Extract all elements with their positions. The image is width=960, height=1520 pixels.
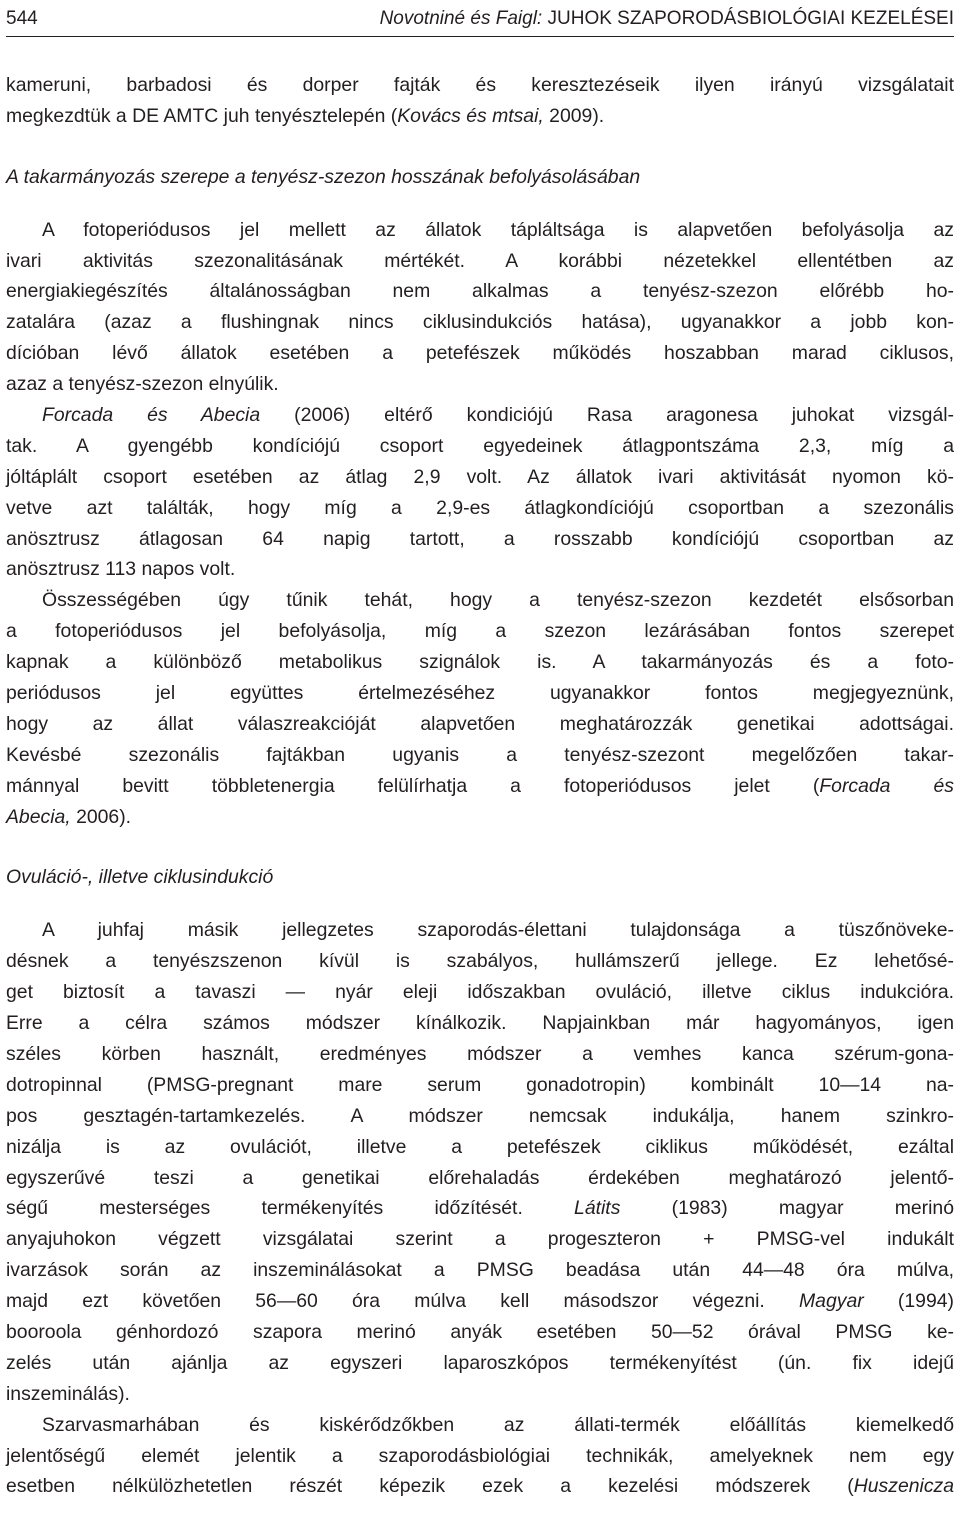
text-line: A fotoperiódusos jel mellett az állatok tápláltsága is alapvetően befolyásolja az [42,218,954,241]
text-line: pos gesztagén-tartamkezelés. A módszer nemcsak indukálja, hanem szinkro- [6,1104,954,1127]
citation: Magyar [799,1290,864,1313]
text-fragment: esetben nélkülözhetetlen részét képezik ezek a kezelési módszerek ( [6,1475,854,1498]
text-line: dícióban lévő állatok esetében a petefészek működés hoszabban marad ciklusos, [6,342,954,365]
paragraph-feeding-3 [6,585,954,832]
paragraph-ovulation-1 [6,915,954,1409]
text-line: zatalára (azaz a flushingnak nincs ciklusindukciós hatása), ugyanakkor a jobb kon- [6,311,954,334]
text-line: vetve azt találták, hogy míg a 2,9-es átlagkondíciójú csoportban a szezonális [6,496,954,519]
text-line: a fotoperiódusos jel befolyásolja, míg a szezon lezárásában fontos szerepet [6,620,954,643]
text-line: hogy az állat válaszreakcióját alapvetően meghatározzák genetikai adottságai. [6,712,954,735]
citation: Kovács és mtsai, [397,104,544,127]
text-line: Erre a célra számos módszer kínálkozik. Napjainkban már hagyományos, igen [6,1012,954,1035]
text-line: dotropinnal (PMSG-pregnant mare serum gonadotropin) kombinált 10—14 na- [6,1073,954,1096]
text-line: széles körben használt, eredményes módszer a vemhes kanca szérum-gona- [6,1042,954,1065]
text-line: inszeminálás). [6,1382,130,1405]
text-line: booroola génhordozó szapora merinó anyák esetében 50—52 órával PMSG ke- [6,1320,954,1343]
text-line [6,400,954,431]
text-line: egyszerűvé teszi a genetikai előrehaladás érdekében meghatározó jelentő- [6,1166,954,1189]
citation: Forcada és Abecia [42,404,261,427]
text-line: A juhfaj másik jellegzetes szaporodás-élettani tulajdonsága a tüszőnöveke- [42,919,954,942]
section-heading-ovulation: Ovuláció-, illetve ciklusindukció [6,866,274,889]
text-line: Kevésbé szezonális fajtákban ugyanis a tenyész-szezont megelőzően takar- [6,743,954,766]
text-line: nizálja is az ovulációt, illetve a petefészek ciklikus működését, ezáltal [6,1135,954,1158]
text-fragment: 2009). [543,104,605,127]
text-fragment: (1983) magyar merinó [620,1197,954,1220]
paragraph-feeding-1 [6,215,954,400]
section-heading-feeding: A takarmányozás szerepe a tenyész-szezon hosszának befolyásolásában [6,165,641,188]
text-line: energiakiegészítés általánosságban nem alkalmas a tenyész-szezon előrébb ho- [6,280,954,303]
text-line: désnek a tenyészszenon kívül is szabályos, hullámszerű jellege. Ez lehetősé- [6,950,954,973]
text-line: Összességében úgy tűnik tehát, hogy a tenyész-szezon kezdetét elsősorban [42,589,954,612]
citation: Huszenicza [853,1475,954,1498]
text-line [6,1471,954,1502]
text-fragment: majd ezt követően 56—60 óra múlva kell másodszor végezni. [6,1290,800,1313]
text-line: get biztosít a tavaszi — nyár eleji időszakban ovuláció, illetve ciklus indukcióra. [6,981,954,1004]
text-line [6,101,954,132]
text-line [6,802,954,833]
running-header [6,6,954,37]
text-line: Szarvasmarhában és kiskérődzőkben az állati-termék előállítás kiemelkedő [42,1413,954,1436]
text-line: jelentőségű elemét jelentik a szaporodásbiológiai technikák, amelyeknek nem egy [6,1444,954,1467]
text-line: ivarzások során az inszeminálásokat a PMSG beadása után 44—48 óra múlva, [6,1259,954,1282]
running-title-authors: Novotniné és Faigl: [379,8,543,29]
text-line: kapnak a különböző metabolikus szignálok is. A takarmányozás és a foto- [6,651,954,674]
running-title [380,6,954,32]
text-fragment: (2006) eltérő kondiciójú Rasa aragonesa juhokat vizsgál- [260,404,954,427]
page-body [6,70,954,1502]
text-line: jóltáplált csoport esetében az átlag 2,9 volt. Az állatok ivari aktivitását nyomon kö- [6,465,954,488]
text-line: anösztrusz 113 napos volt. [6,558,236,581]
text-fragment: mánnyal bevitt többletenergia felülírhatja a fotoperiódusos jelet ( [6,774,820,797]
text-line: kameruni, barbadosi és dorper fajták és keresztezéseik ilyen irányú vizsgálatait [6,74,954,96]
citation: Látits [574,1197,621,1220]
text-fragment: ségű mesterséges termékenyítés időzítését. [6,1197,575,1220]
running-title-text: JUHOK SZAPORODÁSBIOLÓGIAI KEZELÉSEI [547,8,954,29]
paragraph-ovulation-2 [6,1410,954,1503]
text-line: anösztrusz átlagosan 64 napig tartott, a rosszabb kondíciójú csoportban az [6,527,954,550]
citation: Forcada és [819,774,954,797]
text-fragment: 2006). [70,805,132,828]
text-line: tak. A gyengébb kondíciójú csoport egyedeinek átlagpontszáma 2,3, míg a [6,434,954,457]
text-line: periódusos jel együttes értelmezéséhez ugyanakkor fontos megjegyeznünk, [6,682,954,705]
paragraph-carryover [6,70,954,132]
text-line [6,1193,954,1224]
text-line [6,1286,954,1317]
text-line [6,771,954,802]
page-number: 544 [6,8,38,29]
citation: Abecia, [6,805,71,828]
text-fragment: (1994) [863,1290,954,1313]
text-line: ivari aktivitás szezonalitásának mértékét. A korábbi nézetekkel ellentétben az [6,249,954,272]
paragraph-feeding-2 [6,400,954,585]
text-line: anyajuhokon végzett vizsgálatai szerint a progeszteron + PMSG-vel indukált [6,1228,954,1251]
text-line: zelés után ajánlja az egyszeri laparoszkópos termékenyítést (ún. fix idejű [6,1351,954,1374]
text-fragment: megkezdtük a DE AMTC juh tenyésztelepén ( [6,104,398,127]
text-line: azaz a tenyész-szezon elnyúlik. [6,373,279,396]
